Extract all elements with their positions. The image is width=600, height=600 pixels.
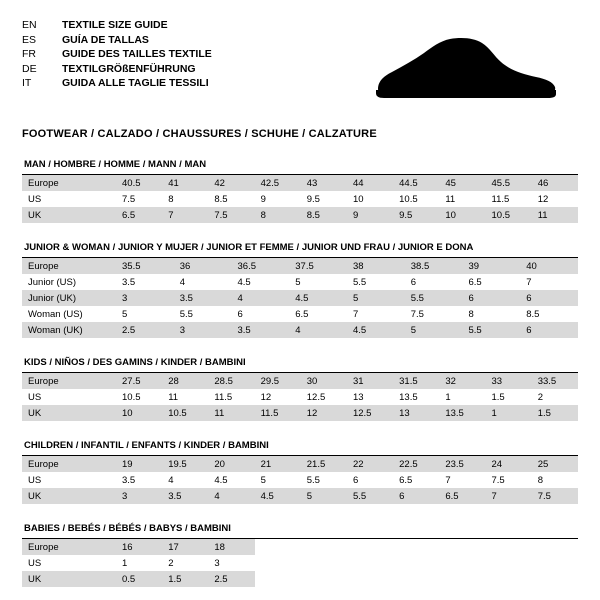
size-cell: 6 [520,290,578,306]
size-cell: 5 [405,322,463,338]
size-cell: 16 [116,539,162,555]
size-cell: 10.5 [393,191,439,207]
size-cell: 10.5 [486,207,532,223]
size-cell: 10 [347,191,393,207]
row-label: UK [22,571,116,587]
empty-cell [532,571,578,587]
size-cell: 1 [439,389,485,405]
size-cell: 9.5 [301,191,347,207]
table-row [22,322,578,338]
size-cell: 5.5 [405,290,463,306]
table-row [22,207,578,223]
row-label: US [22,389,116,405]
size-cell: 46 [532,175,578,191]
size-cell: 2.5 [208,571,254,587]
size-cell: 7.5 [116,191,162,207]
row-label: US [22,555,116,571]
size-cell: 6.5 [116,207,162,223]
group-heading: BABIES / BEBÉS / BÉBÉS / BABYS / BAMBINI [24,523,231,534]
size-table [22,258,578,338]
row-label: Junior (UK) [22,290,116,306]
size-cell: 6 [232,306,290,322]
table-row [22,389,578,405]
size-cell: 4.5 [255,488,301,504]
language-code: IT [22,77,32,89]
size-cell: 27.5 [116,373,162,389]
size-cell: 38.5 [405,258,463,274]
row-label: Woman (UK) [22,322,116,338]
table-row [22,456,578,472]
size-cell: 7 [520,274,578,290]
row-label: Europe [22,373,116,389]
size-cell: 7 [486,488,532,504]
size-cell: 11.5 [486,191,532,207]
empty-cell [347,555,393,571]
size-cell: 29.5 [255,373,301,389]
size-cell: 9 [255,191,301,207]
size-cell: 4 [289,322,347,338]
size-cell: 45 [439,175,485,191]
size-cell: 21 [255,456,301,472]
size-cell: 3.5 [174,290,232,306]
empty-cell [439,571,485,587]
size-cell: 3.5 [116,274,174,290]
size-cell: 10 [439,207,485,223]
size-table-body [22,539,578,587]
size-cell: 9 [347,207,393,223]
size-cell: 3 [208,555,254,571]
language-row [22,62,212,77]
size-group-man [22,159,578,223]
size-cell: 22.5 [393,456,439,472]
empty-cell [255,539,301,555]
size-cell: 1 [486,405,532,421]
group-heading: JUNIOR & WOMAN / JUNIOR Y MUJER / JUNIOR ET FEMME / JUNIOR UND FRAU / JUNIOR E DONA [24,242,474,253]
size-cell: 38 [347,258,405,274]
size-cell: 5.5 [347,488,393,504]
empty-cell [486,539,532,555]
table-row [22,539,578,555]
empty-cell [532,539,578,555]
size-cell: 7.5 [405,306,463,322]
size-cell: 2 [532,389,578,405]
size-cell: 7 [162,207,208,223]
size-cell: 12 [301,405,347,421]
size-group-children [22,440,578,504]
row-label: UK [22,488,116,504]
size-cell: 36 [174,258,232,274]
size-cell: 33.5 [532,373,578,389]
row-label: Europe [22,258,116,274]
size-cell: 5.5 [301,472,347,488]
group-heading: CHILDREN / INFANTIL / ENFANTS / KINDER / BAMBINI [24,440,269,451]
size-cell: 6 [463,290,521,306]
language-code: FR [22,48,36,60]
table-row [22,555,578,571]
size-cell: 8 [463,306,521,322]
empty-cell [393,571,439,587]
row-label: UK [22,405,116,421]
size-cell: 4 [232,290,290,306]
table-row [22,274,578,290]
size-cell: 11 [162,389,208,405]
size-cell: 13 [347,389,393,405]
size-cell: 13.5 [393,389,439,405]
size-cell: 40 [520,258,578,274]
size-cell: 6 [347,472,393,488]
size-cell: 0.5 [116,571,162,587]
size-cell: 5 [116,306,174,322]
row-label: Europe [22,539,116,555]
language-code: EN [22,19,37,31]
size-cell: 8.5 [520,306,578,322]
size-cell: 31.5 [393,373,439,389]
size-cell: 36.5 [232,258,290,274]
size-cell: 1 [116,555,162,571]
size-table [22,456,578,504]
size-cell: 6 [393,488,439,504]
size-cell: 7 [439,472,485,488]
size-cell: 12 [255,389,301,405]
size-cell: 12.5 [347,405,393,421]
language-row [22,33,212,48]
size-cell: 33 [486,373,532,389]
size-cell: 6 [520,322,578,338]
size-cell: 8 [532,472,578,488]
size-cell: 6.5 [393,472,439,488]
size-cell: 9.5 [393,207,439,223]
size-cell: 11.5 [208,389,254,405]
language-title: GUIDA ALLE TAGLIE TESSILI [62,77,209,89]
language-code: ES [22,33,37,46]
size-cell: 19 [116,456,162,472]
size-cell: 4 [162,472,208,488]
size-cell: 1.5 [532,405,578,421]
size-cell: 25 [532,456,578,472]
size-group-babies [22,523,578,587]
size-cell: 39 [463,258,521,274]
size-cell: 6.5 [289,306,347,322]
size-table-body [22,373,578,421]
size-cell: 3.5 [162,488,208,504]
size-cell: 6.5 [463,274,521,290]
table-row [22,472,578,488]
size-cell: 24 [486,456,532,472]
table-row [22,258,578,274]
empty-cell [486,571,532,587]
size-cell: 30 [301,373,347,389]
size-cell: 8 [255,207,301,223]
size-cell: 8.5 [301,207,347,223]
size-cell: 7 [347,306,405,322]
empty-cell [255,571,301,587]
size-cell: 10 [116,405,162,421]
table-row [22,175,578,191]
empty-cell [439,555,485,571]
size-cell: 20 [208,456,254,472]
table-row [22,373,578,389]
table-row [22,488,578,504]
page-title: FOOTWEAR / CALZADO / CHAUSSURES / SCHUHE / CALZATURE [22,128,377,140]
size-cell: 1.5 [162,571,208,587]
empty-cell [301,571,347,587]
size-cell: 19.5 [162,456,208,472]
size-cell: 7.5 [532,488,578,504]
language-title: GUIDE DES TAILLES TEXTILE [62,48,212,60]
row-label: Europe [22,456,116,472]
size-cell: 12.5 [301,389,347,405]
empty-cell [301,555,347,571]
language-row [22,18,212,33]
size-table-body [22,456,578,504]
size-cell: 7.5 [486,472,532,488]
language-title: TEXTILE SIZE GUIDE [62,19,168,31]
size-cell: 43 [301,175,347,191]
size-cell: 2.5 [116,322,174,338]
empty-cell [393,555,439,571]
language-title-list-body [22,18,212,91]
size-cell: 28 [162,373,208,389]
size-cell: 6 [405,274,463,290]
empty-cell [255,555,301,571]
size-cell: 13.5 [439,405,485,421]
size-cell: 4.5 [289,290,347,306]
empty-cell [347,539,393,555]
size-cell: 11 [208,405,254,421]
size-cell: 44.5 [393,175,439,191]
table-row [22,571,578,587]
size-table [22,175,578,223]
empty-cell [439,539,485,555]
size-cell: 10.5 [116,389,162,405]
size-cell: 21.5 [301,456,347,472]
table-row [22,306,578,322]
size-cell: 17 [162,539,208,555]
size-cell: 5 [255,472,301,488]
size-table [22,539,578,587]
row-label: US [22,472,116,488]
size-cell: 42 [208,175,254,191]
size-cell: 3 [116,488,162,504]
language-row [22,47,212,62]
table-row [22,290,578,306]
size-cell: 42.5 [255,175,301,191]
empty-cell [347,571,393,587]
empty-cell [393,539,439,555]
size-cell: 35.5 [116,258,174,274]
size-cell: 11 [532,207,578,223]
row-label: Europe [22,175,116,191]
group-heading: MAN / HOMBRE / HOMME / MANN / MAN [24,159,207,170]
size-table-body [22,175,578,223]
size-cell: 32 [439,373,485,389]
row-label: Woman (US) [22,306,116,322]
size-cell: 3 [116,290,174,306]
size-table [22,373,578,421]
size-cell: 8.5 [208,191,254,207]
group-heading: KIDS / NIÑOS / DES GAMINS / KINDER / BAMBINI [24,357,246,368]
row-label: US [22,191,116,207]
empty-cell [486,555,532,571]
size-cell: 11 [439,191,485,207]
size-cell: 3.5 [116,472,162,488]
size-cell: 45.5 [486,175,532,191]
size-cell: 5 [347,290,405,306]
size-cell: 4.5 [208,472,254,488]
language-row [22,76,212,91]
size-cell: 10.5 [162,405,208,421]
table-row [22,191,578,207]
size-cell: 2 [162,555,208,571]
size-cell: 1.5 [486,389,532,405]
table-row [22,405,578,421]
row-label: Junior (US) [22,274,116,290]
size-cell: 37.5 [289,258,347,274]
size-cell: 4.5 [347,322,405,338]
size-cell: 4.5 [232,274,290,290]
language-title: TEXTILGRÖßENFÜHRUNG [62,62,196,75]
dress-shoe-icon [370,32,560,104]
size-cell: 4 [208,488,254,504]
size-cell: 41 [162,175,208,191]
size-cell: 28.5 [208,373,254,389]
size-table-body [22,258,578,338]
empty-cell [301,539,347,555]
size-group-junior-woman [22,242,578,338]
size-cell: 3.5 [232,322,290,338]
size-cell: 5.5 [347,274,405,290]
size-cell: 5.5 [463,322,521,338]
language-code: DE [22,62,37,75]
size-cell: 18 [208,539,254,555]
size-cell: 40.5 [116,175,162,191]
size-cell: 5 [289,274,347,290]
size-group-kids [22,357,578,421]
language-title: GUÍA DE TALLAS [62,33,149,46]
size-cell: 13 [393,405,439,421]
size-cell: 22 [347,456,393,472]
size-cell: 5 [301,488,347,504]
empty-cell [532,555,578,571]
size-cell: 6.5 [439,488,485,504]
size-cell: 3 [174,322,232,338]
size-cell: 4 [174,274,232,290]
page-header [22,18,578,110]
size-cell: 12 [532,191,578,207]
size-cell: 23.5 [439,456,485,472]
size-cell: 7.5 [208,207,254,223]
size-cell: 11.5 [255,405,301,421]
size-cell: 44 [347,175,393,191]
language-title-list [22,18,212,91]
size-cell: 5.5 [174,306,232,322]
size-cell: 31 [347,373,393,389]
row-label: UK [22,207,116,223]
size-cell: 8 [162,191,208,207]
